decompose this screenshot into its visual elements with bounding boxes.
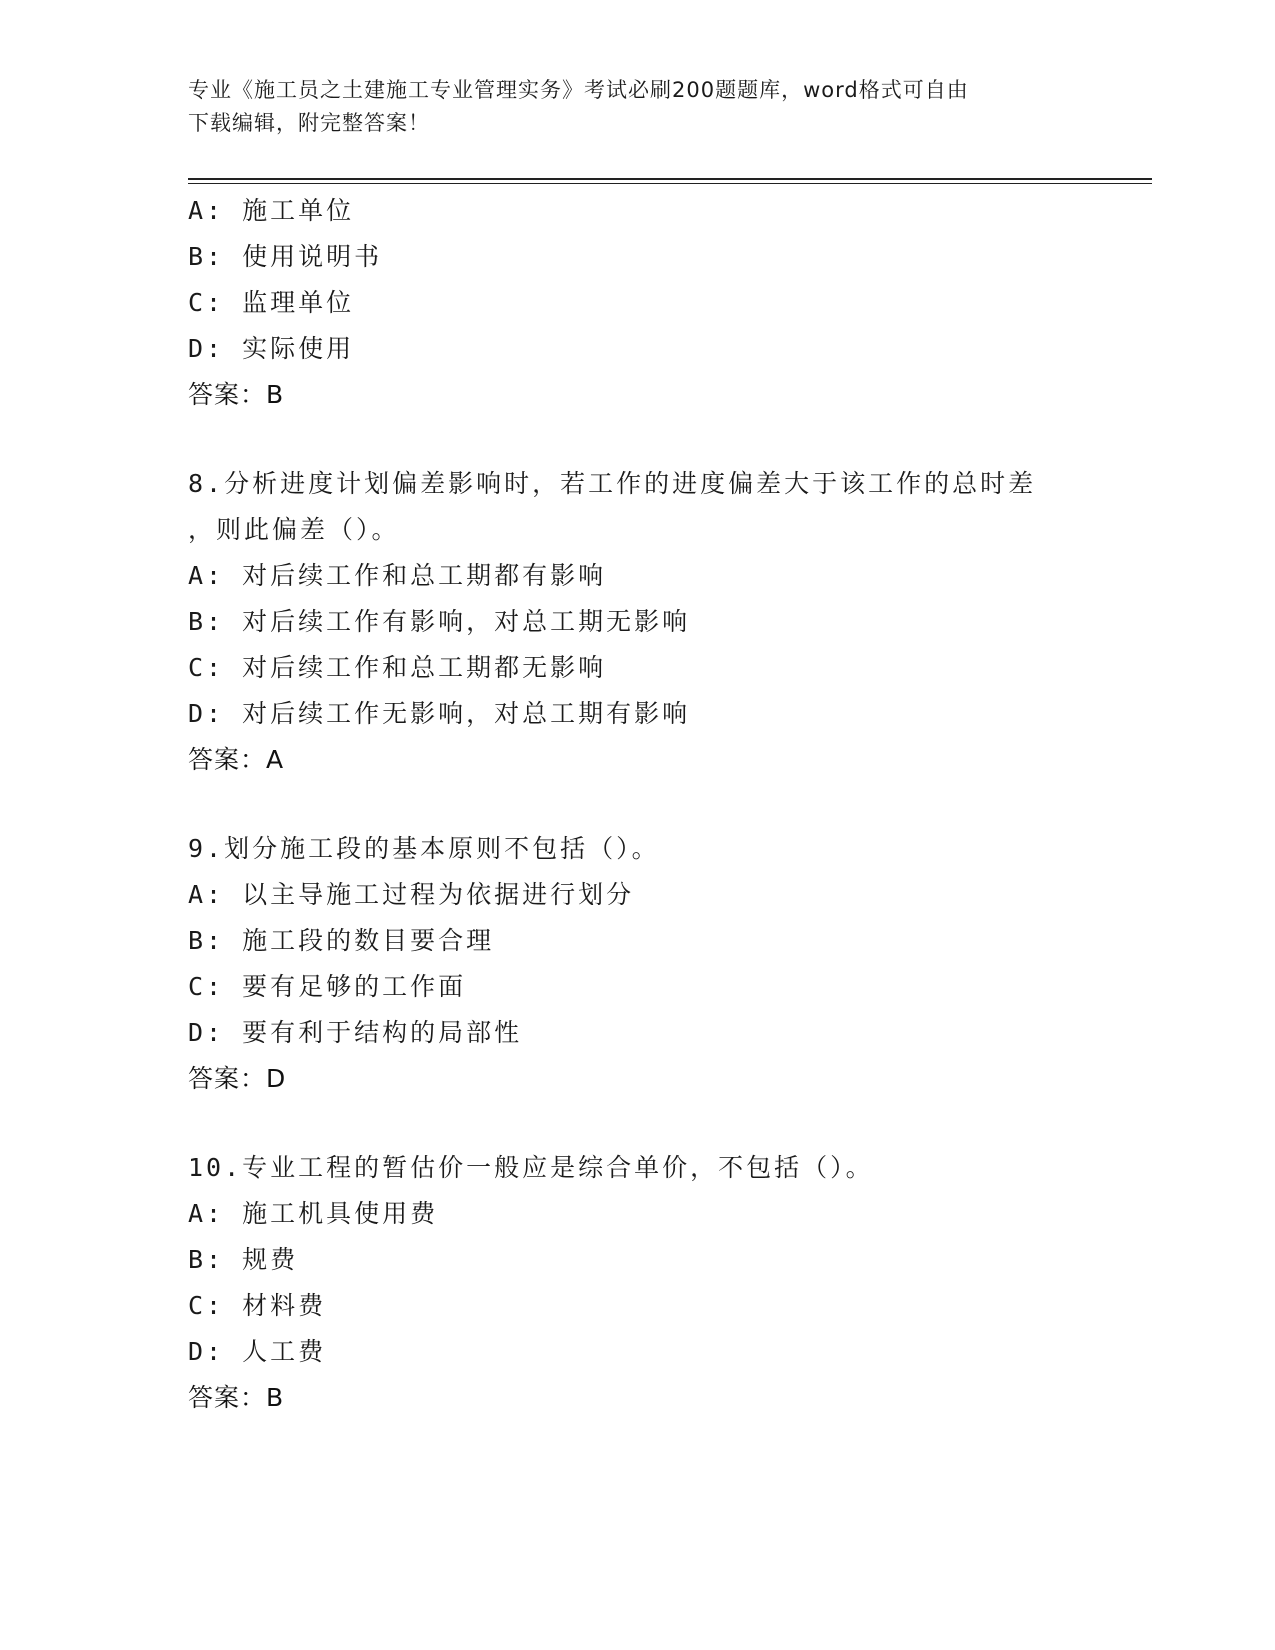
option-a: A: 以主导施工过程为依据进行划分 bbox=[188, 880, 635, 909]
answer-line: 答案：D bbox=[188, 1064, 287, 1093]
option-c: C: 材料费 bbox=[188, 1291, 327, 1320]
option-a: A: 对后续工作和总工期都有影响 bbox=[188, 561, 607, 590]
option-a: A: 施工机具使用费 bbox=[188, 1199, 439, 1228]
option-c: C: 对后续工作和总工期都无影响 bbox=[188, 653, 607, 682]
option-b: B: 施工段的数目要合理 bbox=[188, 926, 495, 955]
option-d: D: 实际使用 bbox=[188, 334, 355, 363]
header-rule-thin bbox=[188, 183, 1152, 184]
option-d: D: 人工费 bbox=[188, 1337, 327, 1366]
header-rule-thick bbox=[188, 178, 1152, 180]
answer-line: 答案：B bbox=[188, 1383, 285, 1412]
header-line-2: 下载编辑，附完整答案！ bbox=[188, 111, 430, 135]
option-c: C: 监理单位 bbox=[188, 288, 355, 317]
answer-line: 答案：A bbox=[188, 745, 285, 774]
question-8 bbox=[188, 461, 1088, 783]
option-d: D: 对后续工作无影响，对总工期有影响 bbox=[188, 699, 691, 728]
question-stem: 8.分析进度计划偏差影响时，若工作的进度偏差大于该工作的总时差 bbox=[188, 469, 1037, 498]
option-d: D: 要有利于结构的局部性 bbox=[188, 1018, 523, 1047]
question-10 bbox=[188, 1145, 1088, 1421]
question-stem: 10.专业工程的暂估价一般应是综合单价，不包括（）。 bbox=[188, 1153, 874, 1182]
question-9 bbox=[188, 826, 1088, 1102]
option-a: A: 施工单位 bbox=[188, 196, 355, 225]
option-b: B: 对后续工作有影响，对总工期无影响 bbox=[188, 607, 691, 636]
option-c: C: 要有足够的工作面 bbox=[188, 972, 467, 1001]
header-line-1: 专业《施工员之土建施工专业管理实务》考试必刷200题题库，word格式可自由 bbox=[188, 78, 969, 102]
option-b: B: 使用说明书 bbox=[188, 242, 383, 271]
question-7 bbox=[188, 188, 1088, 418]
option-b: B: 规费 bbox=[188, 1245, 299, 1274]
question-stem-continued: ，则此偏差（）。 bbox=[188, 515, 400, 544]
answer-line: 答案：B bbox=[188, 380, 285, 409]
document-header bbox=[188, 74, 1068, 140]
question-list bbox=[188, 188, 1088, 1421]
question-stem: 9.划分施工段的基本原则不包括（）。 bbox=[188, 834, 660, 863]
